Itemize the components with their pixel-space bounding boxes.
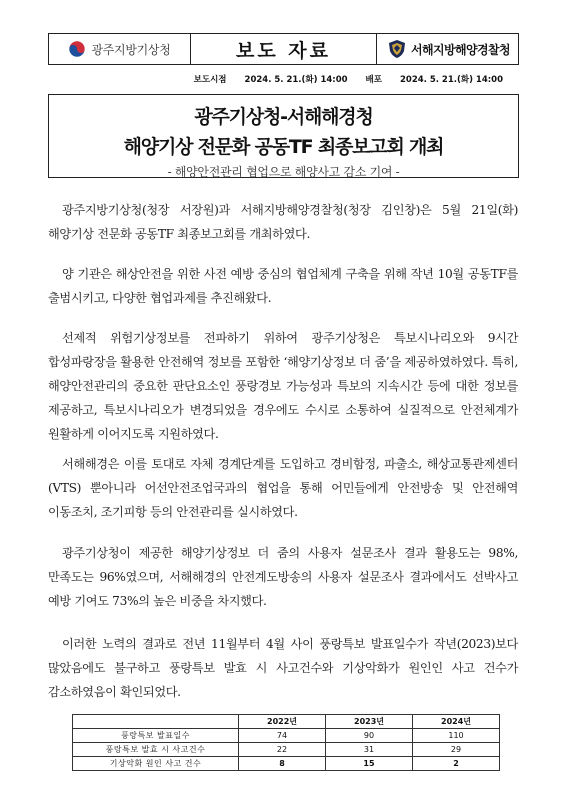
press-header [48, 33, 519, 65]
table-header-cell [73, 715, 239, 729]
table-header-cell: 2024년 [413, 715, 500, 729]
release-info [0, 73, 567, 85]
distribution-label: 배포 [365, 75, 382, 85]
table-cell: 29 [413, 743, 500, 757]
table-cell: 2 [413, 757, 500, 771]
table-header-cell: 2023년 [326, 715, 413, 729]
accident-stats-table [72, 714, 500, 771]
table-cell: 8 [239, 757, 326, 771]
coast-guard-emblem-icon [387, 39, 407, 59]
header-left-agency [49, 34, 191, 64]
body-paragraph: 서해해경은 이를 토대로 자체 경계단계를 도입하고 경비함정, 파출소, 해상교통관제센터(VTS) 뿐아니라 어선안전조업국과의 협업을 통해 어민들에게 안전방송 및 안전해역 이동조치, 조기피항 등의 안전관리를 실시하였다. [48, 457, 518, 519]
distribution-date: 2024. 5. 21.(화) 14:00 [399, 75, 503, 85]
subheadline: - 해양안전관리 협업으로 해양사고 감소 기여 - [167, 165, 400, 179]
doc-type-title: 보도 자료 [235, 39, 332, 62]
table-header-row [73, 715, 500, 729]
table-cell: 110 [413, 729, 500, 743]
table-row [73, 757, 500, 771]
government-emblem-icon [68, 40, 86, 58]
release-label: 보도시점 [193, 75, 227, 85]
table-row-label: 풍랑특보 발표일수 [73, 729, 239, 743]
table-cell: 74 [239, 729, 326, 743]
headline-line-2: 해양기상 전문화 공동TF 최종보고회 개최 [123, 136, 444, 158]
right-agency-name: 서해지방해양경찰청 [411, 42, 510, 57]
table-header-cell: 2022년 [239, 715, 326, 729]
release-date: 2024. 5. 21.(화) 14:00 [244, 75, 348, 85]
left-agency-name: 광주지방기상청 [91, 42, 171, 57]
table-row-label: 기상악화 원인 사고 건수 [73, 757, 239, 771]
header-doc-type [191, 34, 377, 64]
header-right-agency [377, 34, 518, 64]
body-paragraph: 이러한 노력의 결과로 전년 11월부터 4월 사이 풍랑특보 발표일수가 작년(2023)보다 많았음에도 불구하고 풍랑특보 발효 시 사고건수와 기상악화가 원인인 사고 건수가 감소하였음이 확인되었다. [48, 637, 518, 699]
title-box [48, 94, 519, 178]
table-row-label: 풍랑특보 발효 시 사고건수 [73, 743, 239, 757]
table-cell: 22 [239, 743, 326, 757]
body-paragraph: 양 기관은 해상안전을 위한 사전 예방 중심의 협업체계 구축을 위해 작년 10월 공동TF를 출범시키고, 다양한 협업과제를 추진해왔다. [48, 267, 518, 305]
table-cell: 90 [326, 729, 413, 743]
table-row [73, 729, 500, 743]
body-paragraph: 광주지방기상청(청장 서장원)과 서해지방해양경찰청(청장 김인창)은 5월 21일(화) 해양기상 전문화 공동TF 최종보고회를 개최하였다. [48, 203, 518, 241]
body-paragraph: 광주기상청이 제공한 해양기상정보 더 줌의 사용자 설문조사 결과 활용도는 98%, 만족도는 96%였으며, 서해해경의 안전계도방송의 사용자 설문조사 결과에서도 선박사고 예방 기여도 73%의 높은 비중을 차지했다. [48, 546, 518, 608]
headline-line-1: 광주기상청-서해해경청 [194, 106, 373, 128]
table-cell: 31 [326, 743, 413, 757]
table-row [73, 743, 500, 757]
body-paragraph: 선제적 위험기상정보를 전파하기 위하여 광주기상청은 특보시나리오와 9시간 합성파랑장을 활용한 안전해역 정보를 포함한 ‘해양기상정보 더 줌’을 제공하였하였다. 특히, 해양안전관리의 중요한 판단요소인 풍랑경보 가능성과 특보의 지속시간 등에 대한 정보를 제공하고, 특보시나리오가 변경되었을 경우에도 수시로 소통하여 실질적으로 안전체계가 원활하게 이어지도록 지원하였다. [48, 331, 518, 441]
table-cell: 15 [326, 757, 413, 771]
